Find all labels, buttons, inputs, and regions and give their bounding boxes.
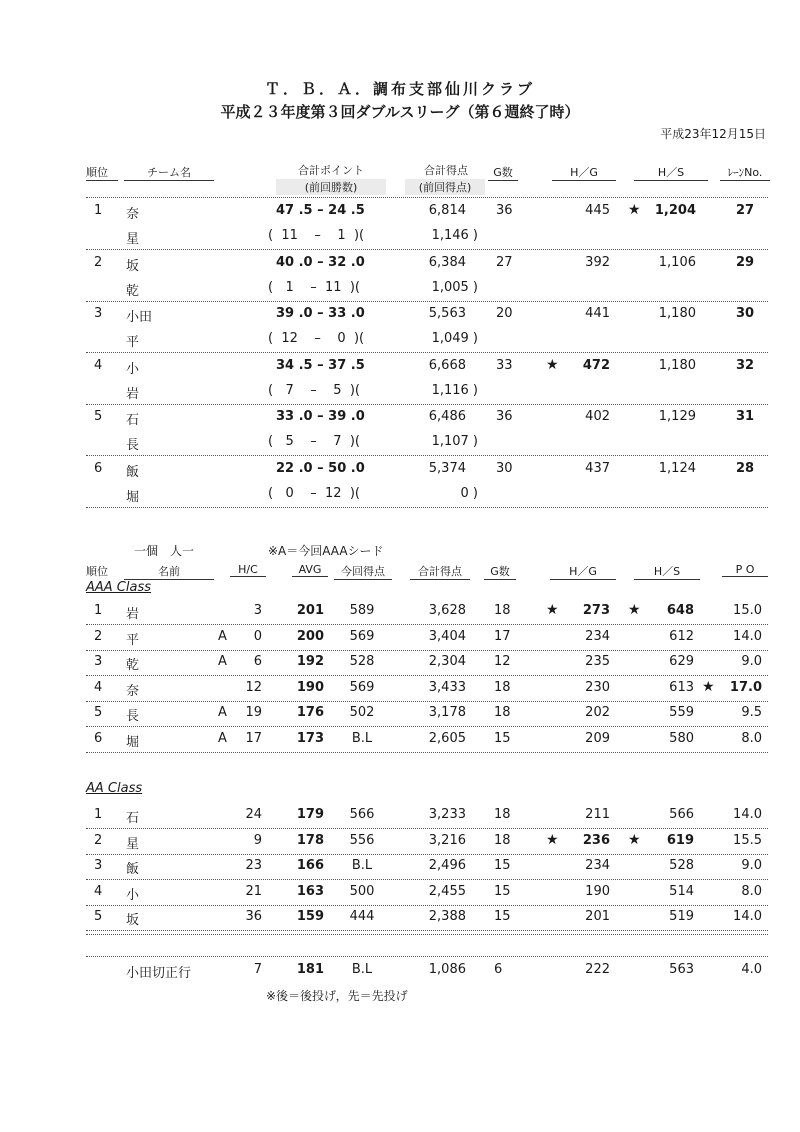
- seed-note: ※A＝今回AAAシード: [268, 544, 384, 558]
- player-current: B.L: [351, 858, 373, 873]
- player-current: 566: [349, 807, 375, 822]
- player-row: [0, 804, 800, 828]
- player-current: 502: [349, 705, 375, 720]
- player-games: 15: [494, 883, 511, 899]
- divider: [86, 249, 768, 250]
- team-total: 6,384: [428, 254, 466, 270]
- team-games: 20: [496, 306, 513, 321]
- player-hs: 612: [669, 628, 694, 644]
- team-lane: 27: [736, 203, 755, 218]
- player-avg: 163: [296, 883, 324, 899]
- player-row: [0, 677, 800, 701]
- team-row-sub: [0, 431, 800, 455]
- star-icon: ★: [546, 831, 559, 848]
- team-total: 6,814: [428, 203, 466, 218]
- team-hg: 437: [585, 460, 610, 476]
- player-po: 9.5: [741, 705, 762, 720]
- player-total: 3,178: [428, 705, 466, 720]
- player-avg: 178: [296, 832, 324, 848]
- player-hc: 23: [245, 858, 262, 873]
- player-total: 1,086: [428, 962, 466, 977]
- team-member-2: 岩: [126, 386, 140, 402]
- player-avg: 173: [296, 730, 324, 746]
- player-row: [0, 830, 800, 854]
- col-name: 名前: [124, 563, 214, 580]
- team-games: 27: [496, 254, 513, 270]
- team-points: 33 .0 – 39 .0: [276, 409, 365, 424]
- team-hg: 441: [585, 306, 610, 321]
- player-po: 14.0: [733, 807, 762, 822]
- player-total: 3,216: [428, 832, 466, 848]
- player-avg: 192: [296, 654, 324, 669]
- player-hg: 209: [585, 730, 610, 746]
- player-po: 14.0: [733, 628, 762, 644]
- team-row: [0, 355, 800, 379]
- team-prev-wins: ( 12 – 0 )(: [268, 331, 365, 346]
- team-games: 33: [496, 357, 513, 373]
- team-hg: 472: [582, 357, 610, 373]
- individual-section-title: 一個 人一: [134, 544, 195, 558]
- player-hg: 236: [582, 832, 610, 848]
- player-hs: 563: [669, 962, 694, 977]
- player-games: 18: [494, 679, 511, 695]
- team-row: [0, 303, 800, 327]
- col-total: 合計得点: [410, 563, 470, 580]
- player-hc: 19: [245, 705, 262, 720]
- team-member-2: 堀: [126, 489, 140, 505]
- player-current: 500: [349, 883, 375, 899]
- divider: [86, 956, 768, 957]
- player-total: 3,628: [428, 603, 466, 618]
- team-member-1: 坂: [126, 258, 140, 274]
- team-lane: 32: [736, 357, 755, 373]
- player-hc: 9: [253, 832, 262, 848]
- player-row: [0, 728, 800, 752]
- player-avg: 200: [296, 628, 324, 644]
- player-rank: 1: [94, 603, 103, 618]
- team-games: 36: [496, 203, 513, 218]
- player-games: 18: [494, 807, 511, 822]
- star-icon: ★: [546, 602, 559, 618]
- team-points: 40 .0 – 32 .0: [276, 254, 365, 270]
- team-rank: 2: [94, 254, 103, 270]
- team-prev-total: 1,116 ): [431, 382, 478, 398]
- col-hs: H／S: [634, 164, 708, 181]
- player-name: 小: [126, 887, 140, 903]
- col-avg: AVG: [292, 563, 328, 577]
- team-member-1: 小田: [126, 310, 153, 325]
- player-hc: 0: [253, 628, 262, 644]
- player-total: 2,605: [428, 730, 466, 746]
- team-games: 36: [496, 409, 513, 424]
- player-hs: 514: [669, 883, 694, 899]
- footnote: ※後＝後投げ，先＝先投げ: [266, 989, 408, 1003]
- team-prev-wins: ( 0 – 12 )(: [268, 485, 360, 501]
- team-points: 34 .5 – 37 .5: [276, 357, 365, 373]
- team-prev-total: 0 ): [460, 485, 478, 501]
- player-po: 14.0: [733, 909, 762, 924]
- team-hg: 392: [585, 254, 610, 270]
- col-points-sub: (前回勝数): [276, 179, 386, 195]
- player-hs: 559: [669, 705, 694, 720]
- team-member-2: 乾: [126, 283, 140, 299]
- player-total: 2,496: [428, 858, 466, 873]
- player-name: 乾: [126, 658, 140, 673]
- player-rank: 5: [94, 705, 103, 720]
- player-rank: 4: [94, 679, 103, 695]
- player-po: 8.0: [741, 730, 762, 746]
- team-row-sub: [0, 277, 800, 301]
- player-po: 17.0: [729, 679, 762, 695]
- player-current: 528: [349, 654, 375, 669]
- col-current: 今回得点: [334, 563, 392, 580]
- player-name: 長: [126, 709, 140, 724]
- team-rank: 6: [94, 460, 103, 476]
- col-points: 合計ポイント: [298, 164, 364, 177]
- col-lane: ﾚｰﾝNo.: [720, 164, 770, 181]
- player-games: 18: [494, 603, 511, 618]
- team-hs: 1,129: [658, 409, 696, 424]
- player-hg: 202: [585, 705, 610, 720]
- player-current: 556: [349, 832, 375, 848]
- team-points: 22 .0 – 50 .0: [276, 460, 365, 476]
- player-hg: 234: [585, 628, 610, 644]
- player-row: [0, 600, 800, 624]
- player-total: 3,404: [428, 628, 466, 644]
- team-rank: 4: [94, 357, 103, 373]
- player-hs: 580: [669, 730, 694, 746]
- player-avg: 190: [296, 679, 324, 695]
- player-hg: 201: [585, 909, 610, 924]
- player-row: [0, 855, 800, 879]
- divider: [86, 930, 768, 931]
- player-hg: 190: [585, 883, 610, 899]
- team-prev-total: 1,146 ): [431, 228, 478, 243]
- document-subtitle: 平成２３年度第３回ダブルスリーグ（第６週終了時）: [220, 103, 580, 121]
- player-games: 15: [494, 730, 511, 746]
- player-hg: 273: [582, 603, 610, 618]
- player-po: 9.0: [741, 858, 762, 873]
- team-row-sub: [0, 328, 800, 352]
- team-member-1: 小: [126, 361, 140, 377]
- divider: [86, 455, 768, 456]
- team-hg: 402: [585, 409, 610, 424]
- team-hs: 1,124: [658, 460, 696, 476]
- player-total: 2,455: [428, 883, 466, 899]
- col-total: 合計得点: [424, 164, 468, 177]
- team-total: 5,374: [428, 460, 466, 476]
- team-hg: 445: [585, 203, 610, 218]
- star-icon: ★: [702, 678, 715, 695]
- player-rank: 2: [94, 628, 103, 644]
- player-po: 8.0: [741, 883, 762, 899]
- player-name: 奈: [126, 683, 140, 699]
- team-member-1: 石: [126, 413, 140, 428]
- player-rank: 1: [94, 807, 103, 822]
- team-member-2: 長: [126, 438, 140, 453]
- star-icon: ★: [546, 356, 559, 373]
- player-hc: 17: [245, 730, 262, 746]
- player-hg: 235: [585, 654, 610, 669]
- col-games: G数: [488, 164, 518, 181]
- team-member-1: 奈: [126, 207, 140, 222]
- team-rank: 5: [94, 409, 103, 424]
- player-avg: 166: [296, 858, 324, 873]
- player-avg: 176: [296, 705, 324, 720]
- player-row: [0, 959, 800, 983]
- team-hs: 1,180: [658, 306, 696, 321]
- player-row: [0, 881, 800, 905]
- team-row: [0, 200, 800, 224]
- team-prev-wins: ( 7 – 5 )(: [268, 382, 360, 398]
- team-row: [0, 406, 800, 430]
- player-avg: 159: [296, 909, 324, 924]
- col-total-sub: (前回得点): [405, 179, 485, 195]
- player-total: 2,388: [428, 909, 466, 924]
- divider: [86, 752, 768, 753]
- star-icon: ★: [628, 831, 641, 848]
- seed-mark: A: [218, 730, 227, 746]
- seed-mark: A: [218, 705, 227, 720]
- player-hc: 7: [253, 962, 262, 977]
- player-name: 星: [126, 836, 140, 852]
- player-hc: 6: [253, 654, 262, 669]
- player-current: 444: [349, 909, 375, 924]
- player-total: 3,233: [428, 807, 466, 822]
- player-games: 6: [494, 962, 503, 977]
- player-games: 18: [494, 832, 511, 848]
- player-name: 堀: [126, 734, 140, 750]
- team-member-1: 飯: [126, 464, 140, 480]
- player-po: 15.5: [733, 832, 762, 848]
- team-row-sub: [0, 483, 800, 507]
- team-points: 39 .0 – 33 .0: [276, 306, 365, 321]
- star-icon: ★: [628, 602, 641, 618]
- team-points: 47 .5 – 24 .5: [276, 203, 365, 218]
- team-hs: 1,204: [654, 203, 696, 218]
- team-row: [0, 458, 800, 482]
- player-row: [0, 702, 800, 726]
- player-hg: 230: [585, 679, 610, 695]
- document-title: Ｔ．Ｂ．Ａ．調布支部仙川クラブ: [264, 80, 535, 98]
- team-rank: 3: [94, 306, 103, 321]
- divider: [86, 197, 768, 198]
- player-hc: 3: [253, 603, 262, 618]
- player-name: 飯: [126, 862, 140, 877]
- player-name: 坂: [126, 913, 140, 928]
- aa-class-label: AA Class: [86, 781, 143, 796]
- seed-mark: A: [218, 628, 227, 644]
- team-prev-total: 1,107 ): [431, 434, 478, 449]
- col-hs: H／S: [634, 563, 700, 580]
- player-rank: 6: [94, 730, 103, 746]
- divider: [86, 301, 768, 302]
- player-hs: 566: [669, 807, 694, 822]
- aaa-class-label: AAA Class: [86, 580, 152, 595]
- team-prev-total: 1,005 ): [431, 279, 478, 295]
- player-avg: 179: [296, 807, 324, 822]
- player-row: [0, 626, 800, 650]
- seed-mark: A: [218, 654, 227, 669]
- col-games: G数: [484, 563, 516, 580]
- team-lane: 31: [736, 409, 755, 424]
- divider: [86, 352, 768, 353]
- player-games: 15: [494, 909, 511, 924]
- team-hs: 1,180: [658, 357, 696, 373]
- player-total: 3,433: [428, 679, 466, 695]
- report-date: 平成23年12月15日: [660, 127, 766, 141]
- col-rank: 順位: [86, 164, 118, 181]
- team-total: 5,563: [428, 306, 466, 321]
- team-lane: 29: [736, 254, 755, 270]
- player-hs: 648: [666, 603, 694, 618]
- player-games: 17: [494, 628, 511, 644]
- team-member-2: 星: [126, 232, 140, 247]
- player-hs: 528: [669, 858, 694, 873]
- player-current: 569: [349, 628, 375, 644]
- player-name: 平: [126, 632, 140, 648]
- team-row-sub: [0, 225, 800, 249]
- team-row-sub: [0, 380, 800, 404]
- team-hs: 1,106: [658, 254, 696, 270]
- player-po: 9.0: [741, 654, 762, 669]
- player-hc: 24: [245, 807, 262, 822]
- player-total: 2,304: [428, 654, 466, 669]
- player-rank: 3: [94, 654, 103, 669]
- player-hs: 519: [669, 909, 694, 924]
- player-hc: 36: [245, 909, 262, 924]
- player-games: 15: [494, 858, 511, 873]
- team-lane: 30: [736, 306, 755, 321]
- player-rank: 5: [94, 909, 103, 924]
- col-hc: H/C: [230, 563, 266, 577]
- player-hg: 222: [585, 962, 610, 977]
- player-games: 12: [494, 654, 511, 669]
- team-prev-wins: ( 5 – 7 )(: [268, 434, 360, 449]
- team-prev-total: 1,049 ): [431, 331, 478, 346]
- team-total: 6,668: [428, 357, 466, 373]
- player-rank: 3: [94, 858, 103, 873]
- player-po: 15.0: [733, 603, 762, 618]
- player-row: [0, 906, 800, 930]
- player-current: 569: [349, 679, 375, 695]
- divider: [86, 934, 768, 935]
- player-current: 589: [349, 603, 375, 618]
- player-hg: 211: [585, 807, 610, 822]
- player-rank: 4: [94, 883, 103, 899]
- player-hs: 613: [669, 679, 694, 695]
- player-hs: 629: [669, 654, 694, 669]
- player-avg: 201: [296, 603, 324, 618]
- team-games: 30: [496, 460, 513, 476]
- col-hg: H／G: [550, 563, 616, 580]
- team-prev-wins: ( 11 – 1 )(: [268, 228, 365, 243]
- team-total: 6,486: [428, 409, 466, 424]
- player-hc: 12: [245, 679, 262, 695]
- divider: [86, 507, 768, 508]
- star-icon: ★: [628, 202, 641, 218]
- player-hc: 21: [245, 883, 262, 899]
- team-rank: 1: [94, 203, 103, 218]
- player-current: B.L: [351, 962, 373, 977]
- player-name: 石: [126, 811, 140, 826]
- player-po: 4.0: [741, 962, 762, 977]
- team-prev-wins: ( 1 – 11 )(: [268, 279, 360, 295]
- player-hs: 619: [666, 832, 694, 848]
- player-hg: 234: [585, 858, 610, 873]
- player-avg: 181: [296, 962, 324, 977]
- col-hg: H／G: [552, 164, 616, 181]
- col-rank: 順位: [86, 565, 108, 578]
- col-team: チーム名: [124, 164, 214, 181]
- team-member-2: 平: [126, 335, 140, 350]
- player-name: 岩: [126, 607, 140, 622]
- player-current: B.L: [351, 730, 373, 746]
- player-row: [0, 651, 800, 675]
- team-row: [0, 252, 800, 276]
- team-lane: 28: [736, 460, 755, 476]
- player-name: 小田切正行: [126, 966, 192, 981]
- player-rank: 2: [94, 832, 103, 848]
- divider: [86, 404, 768, 405]
- col-po: P O: [722, 563, 768, 577]
- player-games: 18: [494, 705, 511, 720]
